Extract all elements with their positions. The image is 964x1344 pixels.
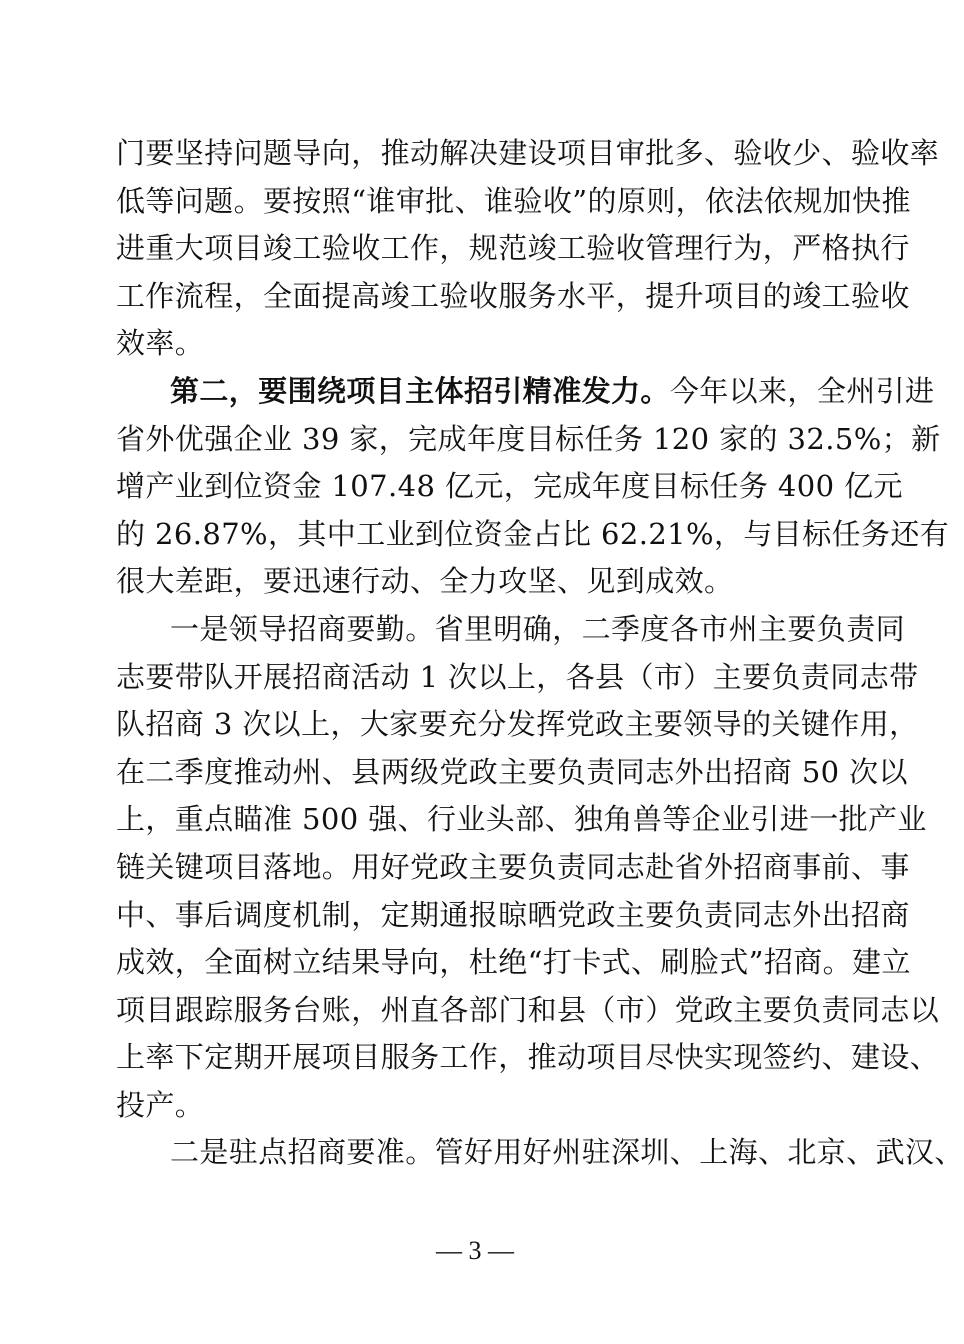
text-line: 效率。 bbox=[116, 326, 205, 361]
text-line bbox=[116, 368, 935, 416]
text-line: 很大差距，要迅速行动、全力攻坚、见到成效。 bbox=[116, 564, 734, 599]
text-line: 工作流程，全面提高竣工验收服务水平，提升项目的竣工验收 bbox=[116, 278, 910, 313]
text-line: 进重大项目竣工验收工作，规范竣工验收管理行为，严格执行 bbox=[116, 231, 910, 266]
paragraph-second-point bbox=[116, 368, 950, 606]
body-text bbox=[116, 130, 964, 1177]
text-line: 增产业到位资金 107.48 亿元，完成年度目标任务 400 亿元 bbox=[116, 469, 903, 504]
text-line: 投产。 bbox=[116, 1087, 205, 1122]
text-line: 省外优强企业 39 家，完成年度目标任务 120 家的 32.5%；新 bbox=[116, 421, 941, 456]
paragraph-acceptance bbox=[116, 130, 940, 368]
text-line: 项目跟踪服务台账，州直各部门和县（市）党政主要负责同志以 bbox=[116, 992, 940, 1027]
text-line: 低等问题。要按照“谁审批、谁验收”的原则，依法依规加快推 bbox=[116, 183, 911, 218]
paragraph-leader-investment bbox=[116, 606, 940, 1130]
paragraph-resident-investment bbox=[116, 1129, 964, 1177]
text-line: 中、事后调度机制，定期通报晾晒党政主要负责同志外出招商 bbox=[116, 897, 910, 932]
page-number: — 3 — bbox=[436, 1236, 514, 1265]
section-heading: 第二，要围绕项目主体招引精准发力。 bbox=[170, 373, 670, 408]
text-line: 上率下定期开展项目服务工作，推动项目尽快实现签约、建设、 bbox=[116, 1040, 940, 1075]
text-line: 链关键项目落地。用好党政主要负责同志赴省外招商事前、事 bbox=[116, 849, 910, 884]
text-line: 志要带队开展招商活动 1 次以上，各县（市）主要负责同志带 bbox=[116, 659, 919, 694]
text-line: 二是驻点招商要准。管好用好州驻深圳、上海、北京、武汉、 bbox=[170, 1135, 964, 1170]
text-line: 的 26.87%，其中工业到位资金占比 62.21%，与目标任务还有 bbox=[116, 516, 950, 551]
text-line: 队招商 3 次以上，大家要充分发挥党政主要领导的关键作用， bbox=[116, 707, 919, 742]
text-line: 一是领导招商要勤。省里明确，二季度各市州主要负责同 bbox=[170, 611, 906, 646]
text-line: 成效，全面树立结果导向，杜绝“打卡式、刷脸式”招商。建立 bbox=[116, 945, 911, 980]
text-line: 门要坚持问题导向，推动解决建设项目审批多、验收少、验收率 bbox=[116, 136, 940, 170]
text-line: 在二季度推动州、县两级党政主要负责同志外出招商 50 次以 bbox=[116, 754, 908, 789]
text-span: 今年以来，全州引进 bbox=[669, 373, 935, 408]
text-line: 上，重点瞄准 500 强、行业头部、独角兽等企业引进一批产业 bbox=[116, 802, 927, 837]
